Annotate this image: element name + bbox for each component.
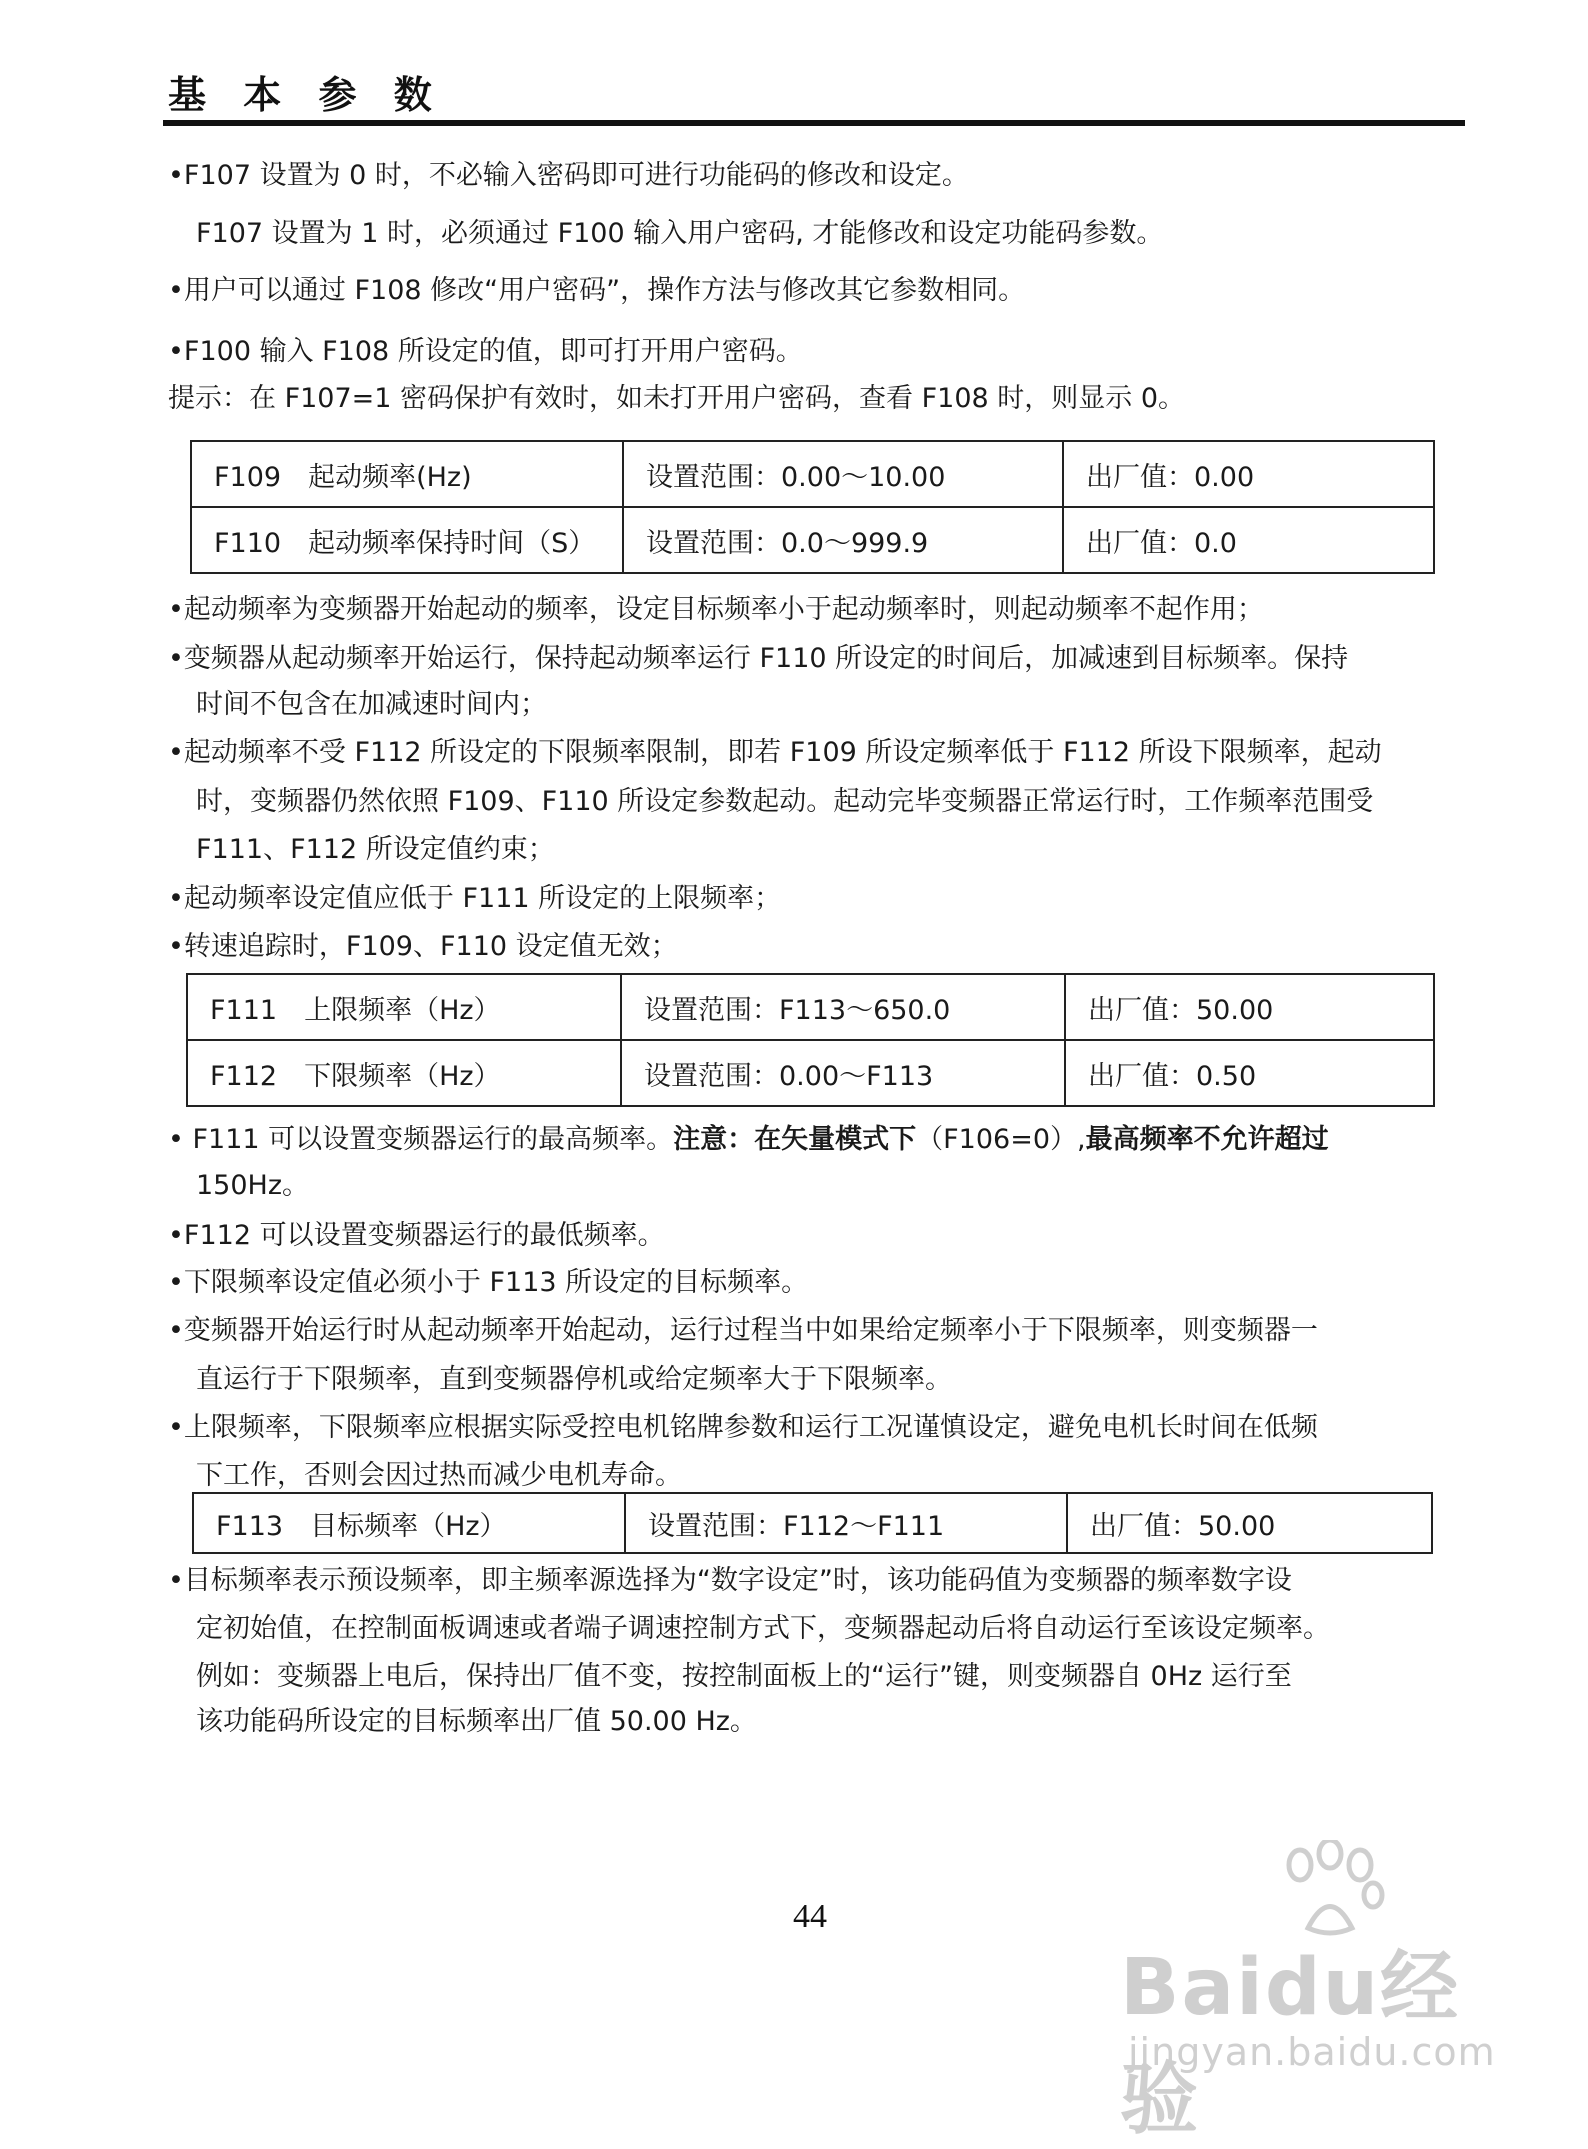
- table-row: [187, 1040, 1434, 1106]
- text-line: •起动频率为变频器开始起动的频率，设定目标频率小于起动频率时，则起动频率不起作用；: [168, 594, 1264, 625]
- text-line: 该功能码所设定的目标频率出厂值 50.00 Hz。: [196, 1706, 757, 1737]
- text-line: •变频器从起动频率开始运行，保持起动频率运行 F110 所设定的时间后，加减速到目标频率。保持: [168, 643, 1349, 674]
- text-line: •F107 设置为 0 时，不必输入密码即可进行功能码的修改和设定。: [168, 160, 969, 191]
- header-rule: [163, 120, 1465, 126]
- text-line: 时间不包含在加减速时间内；: [196, 689, 547, 720]
- param-table-f111-f112: [186, 973, 1435, 1107]
- f111-note-line: [168, 1122, 1329, 1158]
- range-cell: 设置范围：0.00～F113: [621, 1040, 1065, 1106]
- param-cell: F112 下限频率（Hz）: [187, 1040, 621, 1106]
- text-line: 时，变频器仍然依照 F109、F110 所设定参数起动。起动完毕变频器正常运行时，工作频率范围受: [196, 786, 1374, 817]
- text-line: 定初始值，在控制面板调速或者端子调速控制方式下，变频器起动后将自动运行至该设定频率。: [196, 1613, 1330, 1644]
- text-line: •目标频率表示预设频率，即主频率源选择为“数字设定”时，该功能码值为变频器的频率数字设: [168, 1565, 1292, 1596]
- param-cell: F111 上限频率（Hz）: [187, 974, 621, 1040]
- default-cell: 出厂值：0.50: [1065, 1040, 1434, 1106]
- param-cell: F109 起动频率(Hz): [191, 441, 623, 507]
- text-line: F111、F112 所设定值约束；: [196, 834, 555, 865]
- range-cell: 设置范围：0.00～10.00: [623, 441, 1063, 507]
- text-line: 150Hz。: [196, 1170, 310, 1201]
- text-line: 直运行于下限频率，直到变频器停机或给定频率大于下限频率。: [196, 1364, 952, 1395]
- table-row: [187, 974, 1434, 1040]
- text-line: 例如：变频器上电后，保持出厂值不变，按控制面板上的“运行”键，则变频器自 0Hz 运行至: [196, 1661, 1292, 1692]
- default-cell: 出厂值：0.00: [1063, 441, 1434, 507]
- text-line: F107 设置为 1 时，必须通过 F100 输入用户密码, 才能修改和设定功能码参数。: [196, 218, 1164, 249]
- bold-note: 最高频率不允许超过: [1085, 1124, 1329, 1155]
- section-title: 基 本 参 数: [168, 73, 444, 117]
- param-table-f113: [192, 1492, 1433, 1554]
- text-span: • F111 可以设置变频器运行的最高频率。: [168, 1124, 674, 1155]
- default-cell: 出厂值：50.00: [1067, 1493, 1432, 1553]
- text-line: •转速追踪时，F109、F110 设定值无效；: [168, 931, 678, 962]
- bold-note: 注意：在矢量模式下: [673, 1124, 917, 1155]
- range-cell: 设置范围：F112～F111: [625, 1493, 1067, 1553]
- range-cell: 设置范围：0.0～999.9: [623, 507, 1063, 573]
- text-line: 下工作，否则会因过热而减少电机寿命。: [196, 1460, 682, 1491]
- watermark-logo-text: Baidu经验: [1120, 1943, 1461, 2145]
- table-row: [193, 1493, 1432, 1553]
- text-line: •起动频率不受 F112 所设定的下限频率限制，即若 F109 所设定频率低于 F112 所设下限频率，起动: [168, 737, 1382, 768]
- tip-line: 提示：在 F107=1 密码保护有效时，如未打开用户密码，查看 F108 时，则显示 0。: [168, 383, 1186, 414]
- watermark-url: jingyan.baidu.com: [1128, 2030, 1496, 2074]
- default-cell: 出厂值：0.0: [1063, 507, 1434, 573]
- text-line: •变频器开始运行时从起动频率开始起动，运行过程当中如果给定频率小于下限频率，则变频器一: [168, 1315, 1318, 1346]
- range-cell: 设置范围：F113～650.0: [621, 974, 1065, 1040]
- param-table-f109-f110: [190, 440, 1435, 574]
- text-line: •用户可以通过 F108 修改“用户密码”，操作方法与修改其它参数相同。: [168, 275, 1026, 306]
- text-line: •下限频率设定值必须小于 F113 所设定的目标频率。: [168, 1267, 809, 1298]
- text-line: •F112 可以设置变频器运行的最低频率。: [168, 1220, 665, 1251]
- table-row: [191, 441, 1434, 507]
- text-line: •上限频率，下限频率应根据实际受控电机铭牌参数和运行工况谨慎设定，避免电机长时间在低频: [168, 1412, 1318, 1443]
- text-span: （F106=0）,: [916, 1124, 1086, 1155]
- text-line: •F100 输入 F108 所设定的值，即可打开用户密码。: [168, 336, 803, 367]
- param-cell: F110 起动频率保持时间（S）: [191, 507, 623, 573]
- page-number: 44: [793, 1898, 827, 1935]
- baidu-watermark: [1120, 1830, 1496, 2145]
- table-row: [191, 507, 1434, 573]
- default-cell: 出厂值：50.00: [1065, 974, 1434, 1040]
- param-cell: F113 目标频率（Hz）: [193, 1493, 625, 1553]
- text-line: •起动频率设定值应低于 F111 所设定的上限频率；: [168, 883, 782, 914]
